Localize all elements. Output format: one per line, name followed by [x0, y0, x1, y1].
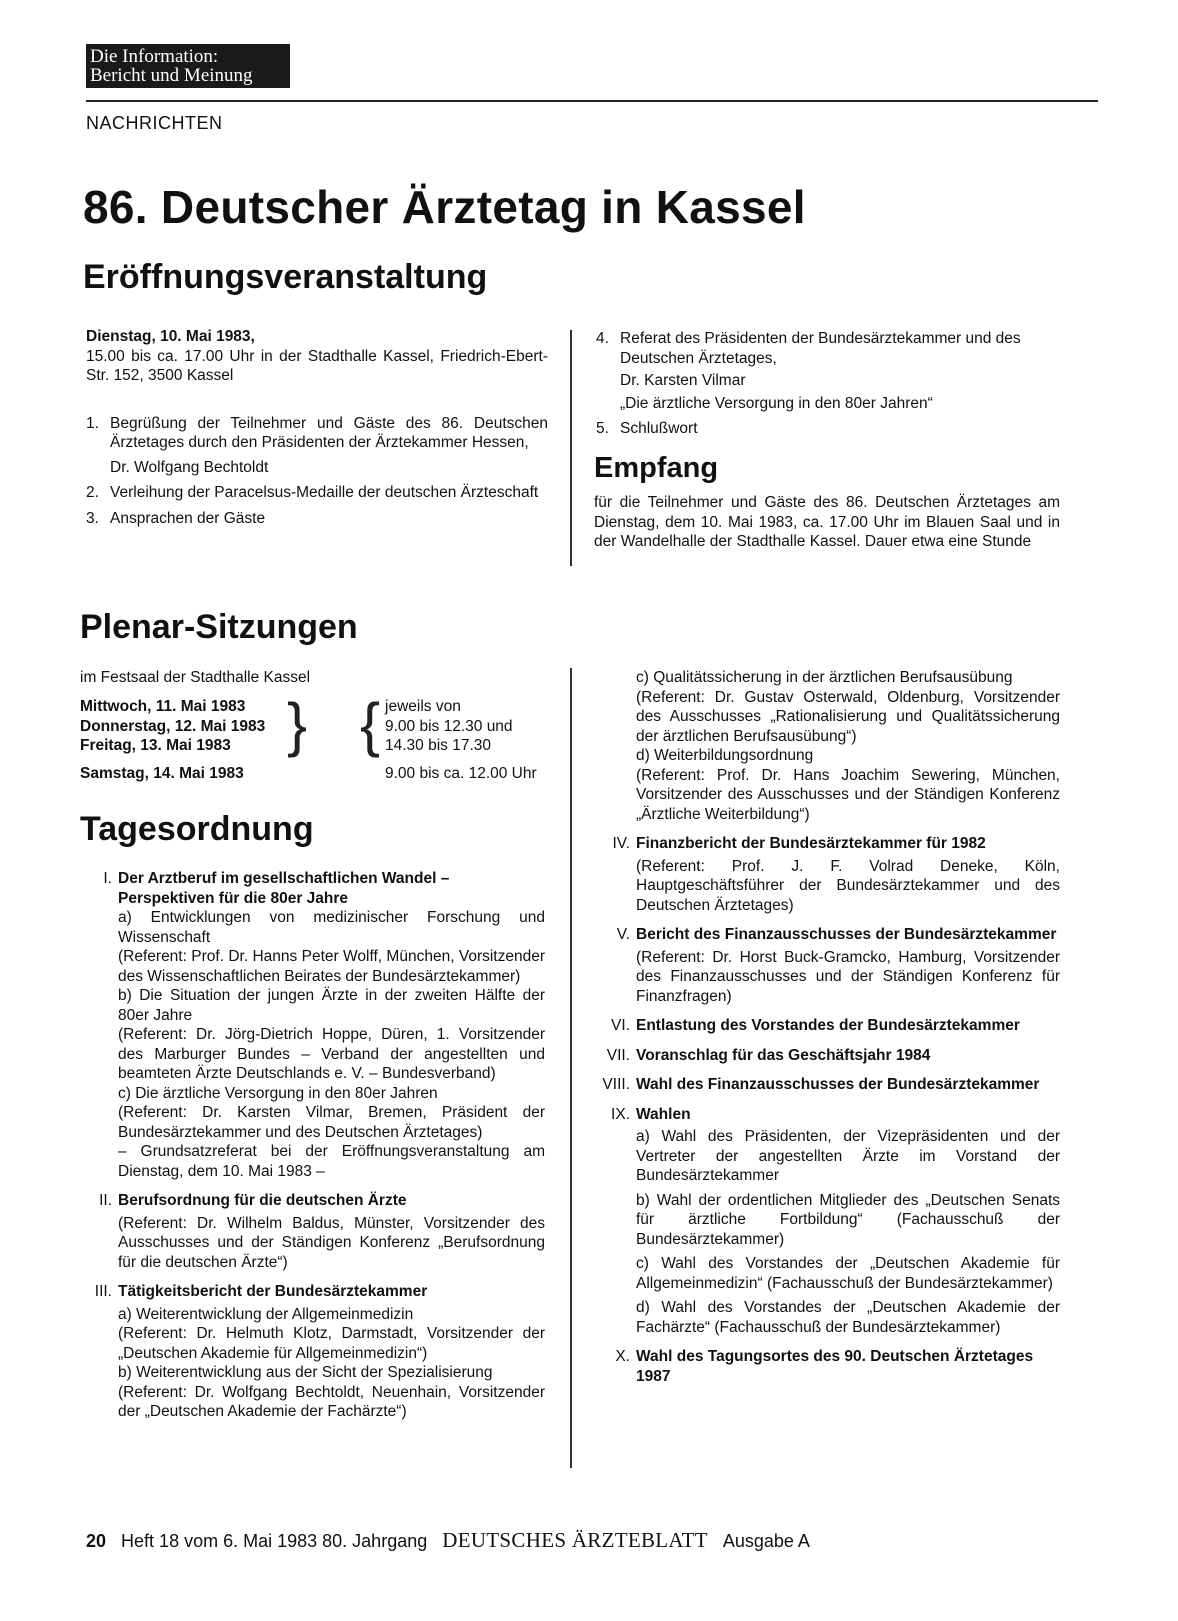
- agenda-IX-d: d) Wahl des Vorstandes der „Deutschen Akademie der Fachärzte“ (Fachausschuß der Bundesärztekammer): [636, 1299, 1060, 1336]
- plenary-saturday-time: 9.00 bis ca. 12.00 Uhr: [385, 765, 537, 782]
- opening-item-3-num: 3.: [86, 509, 99, 527]
- page-title: 86. Deutscher Ärztetag in Kassel: [83, 181, 806, 233]
- agenda-item-VI-title: Entlastung des Vorstandes der Bundesärztekammer: [636, 1017, 1020, 1034]
- agenda-item-VIII: [584, 1075, 1060, 1095]
- reception-heading: Empfang: [594, 452, 719, 484]
- agenda-item-VI: [584, 1016, 1060, 1036]
- agenda-item-IX: [584, 1105, 1060, 1125]
- column-divider-top: [570, 330, 572, 566]
- plenary-days: [80, 691, 310, 758]
- opening-item-5-num: 5.: [596, 420, 609, 437]
- agenda-I-c-note: – Grundsatzreferat bei der Eröffnungsveranstaltung am Dienstag, dem 10. Mai 1983 –: [118, 1143, 545, 1180]
- agenda-item-X-title: Wahl des Tagungsortes des 90. Deutschen Ärztetages 1987: [636, 1348, 1034, 1385]
- agenda-I-c: c) Die ärztliche Versorgung in den 80er Jahren: [118, 1084, 438, 1102]
- agenda-item-VII: [584, 1046, 1060, 1066]
- agenda-III-d-ref: (Referent: Prof. Dr. Hans Joachim Sewering, München, Vorsitzender des Ausschusses und der Ständigen Konferenz „Ärztliche Weiterbildung“): [636, 766, 1060, 823]
- opening-item-5-text: Schlußwort: [620, 420, 698, 437]
- opening-item-4: [596, 329, 1062, 413]
- agenda-heading: Tagesordnung: [80, 810, 314, 848]
- agenda-item-IV: [584, 834, 1060, 854]
- agenda-left-column: [66, 869, 545, 1422]
- plenary-time-1: jeweils von: [385, 698, 461, 715]
- agenda-III-a: a) Weiterentwicklung der Allgemeinmedizin: [118, 1305, 414, 1323]
- opening-item-2-num: 2.: [86, 484, 99, 501]
- plenary-time-2: 9.00 bis 12.30 und: [385, 717, 513, 735]
- agenda-I-b: b) Die Situation der jungen Ärzte in der zweiten Hälfte der 80er Jahre: [118, 987, 545, 1024]
- agenda-right-column: [584, 668, 1060, 1386]
- opening-item-3: [86, 509, 548, 529]
- agenda-IX-c: c) Wahl des Vorstandes der „Deutschen Akademie für Allgemeinmedizin“ (Fachausschuß der Bundesärztekammer): [636, 1255, 1060, 1292]
- opening-right-column: [596, 329, 1062, 439]
- agenda-item-V-title: Bericht des Finanzausschusses der Bundesärztekammer: [636, 926, 1057, 943]
- section-label: NACHRICHTEN: [86, 113, 223, 133]
- agenda-item-IV-num: IV.: [612, 835, 630, 852]
- plenary-block: [80, 668, 550, 688]
- agenda-item-II: [66, 1191, 545, 1211]
- plenary-saturday: Samstag, 14. Mai 1983: [80, 765, 244, 782]
- agenda-III-d: d) Weiterbildungsordnung: [636, 747, 814, 764]
- reception-text: für die Teilnehmer und Gäste des 86. Deutschen Ärztetages am Dienstag, dem 10. Mai 1983, ca. 17.00 Uhr im Blauen Saal und in der Wandelhalle der Stadthalle Kassel. Dauer etwa eine Stunde: [594, 494, 1060, 550]
- opening-date: Dienstag, 10. Mai 1983,: [86, 328, 255, 345]
- header-rule: [86, 100, 1098, 102]
- opening-item-3-text: Ansprachen der Gäste: [110, 509, 266, 527]
- masthead: [86, 44, 290, 88]
- column-divider-bottom: [570, 668, 572, 1468]
- agenda-III-b-ref: (Referent: Dr. Wolfgang Bechtoldt, Neuenhain, Vorsitzender der „Deutschen Akademie der Fachärzte“): [118, 1383, 545, 1420]
- opening-item-4-extra: Dr. Karsten Vilmar: [620, 372, 746, 389]
- agenda-I-b-ref: (Referent: Dr. Jörg-Dietrich Hoppe, Düren, 1. Vorsitzender des Marburger Bundes – Verband der angestellten und beamteten Ärzte Deutschlands e. V. – Bundesverband): [118, 1026, 545, 1082]
- opening-item-1-text: Begrüßung der Teilnehmer und Gäste des 86. Deutschen Ärztetages durch den Präsidenten der Ärztekammer Hessen,: [110, 414, 548, 451]
- agenda-item-III: [66, 1282, 545, 1302]
- opening-item-4-num: 4.: [596, 330, 609, 347]
- agenda-item-IX-num: IX.: [611, 1105, 630, 1123]
- opening-item-2: [86, 483, 548, 503]
- page-footer: [86, 1528, 810, 1553]
- agenda-IX-a: a) Wahl des Präsidenten, der Vizepräsidenten und der Vertreter der angestellten Ärzte im Vorstand der Bundesärztekammer: [636, 1128, 1060, 1184]
- agenda-item-V-num: V.: [616, 926, 630, 943]
- agenda-II-ref: (Referent: Dr. Wilhelm Baldus, Münster, Vorsitzender des Ausschusses und der Ständigen Konferenz „Berufsordnung für die deutschen Ärzte“): [118, 1214, 545, 1271]
- agenda-I-c-ref: (Referent: Dr. Karsten Vilmar, Bremen, Präsident der Bundesärztekammer und des Deutschen Ärztetages): [118, 1104, 545, 1141]
- agenda-item-IX-title: Wahlen: [636, 1105, 691, 1123]
- agenda-item-VII-num: VII.: [606, 1046, 630, 1064]
- opening-item-1-extra: Dr. Wolfgang Bechtoldt: [110, 458, 269, 476]
- agenda-item-IV-title: Finanzbericht der Bundesärztekammer für 1982: [636, 835, 986, 852]
- agenda-item-V: [584, 925, 1060, 945]
- masthead-line-2: Bericht und Meinung: [90, 65, 253, 86]
- agenda-III-b: b) Weiterentwicklung aus der Sicht der Spezialisierung: [118, 1364, 493, 1381]
- agenda-item-II-num: II.: [99, 1192, 112, 1209]
- agenda-III-a-ref: (Referent: Dr. Helmuth Klotz, Darmstadt, Vorsitzender der „Deutschen Akademie für Allgemeinmedizin“): [118, 1325, 545, 1362]
- issue-info: Heft 18 vom 6. Mai 1983 80. Jahrgang: [121, 1531, 428, 1551]
- opening-left-column: [86, 327, 548, 528]
- plenary-times: [385, 697, 555, 756]
- agenda-item-VI-num: VI.: [611, 1017, 630, 1034]
- agenda-item-VII-title: Voranschlag für das Geschäftsjahr 1984: [636, 1046, 931, 1064]
- agenda-item-III-title: Tätigkeitsbericht der Bundesärztekammer: [118, 1283, 428, 1300]
- agenda-IV-ref: (Referent: Prof. J. F. Volrad Deneke, Köln, Hauptgeschäftsführer der Bundesärztekammer und des Deutschen Ärztetages): [636, 857, 1060, 914]
- plenary-location: im Festsaal der Stadthalle Kassel: [80, 669, 311, 686]
- opening-item-1: [86, 414, 548, 478]
- agenda-item-I: [66, 869, 545, 908]
- edition: Ausgabe A: [722, 1531, 810, 1551]
- plenary-heading: Plenar-Sitzungen: [80, 608, 358, 646]
- agenda-item-I-num: I.: [103, 870, 112, 887]
- agenda-item-II-title: Berufsordnung für die deutschen Ärzte: [118, 1192, 407, 1209]
- plenary-day-1: Mittwoch, 11. Mai 1983: [80, 698, 246, 715]
- plenary-brace-right: }: [287, 691, 308, 758]
- opening-details: 15.00 bis ca. 17.00 Uhr in der Stadthalle Kassel, Friedrich-Ebert-Str. 152, 3500 Kassel: [86, 347, 548, 384]
- agenda-item-VIII-num: VIII.: [602, 1076, 630, 1093]
- agenda-V-ref: (Referent: Dr. Horst Buck-Gramcko, Hamburg, Vorsitzender des Finanzausschusses und der Ständigen Konferenz für Finanzfragen): [636, 948, 1060, 1005]
- opening-item-1-num: 1.: [86, 414, 99, 432]
- agenda-III-c-ref: (Referent: Dr. Gustav Osterwald, Oldenburg, Vorsitzender des Ausschusses „Rationalisierung und Qualitätssicherung der ärztlichen Berufsausübung“): [636, 688, 1060, 745]
- agenda-item-III-num: III.: [94, 1283, 112, 1300]
- journal-name: DEUTSCHES ÄRZTEBLATT: [442, 1528, 708, 1552]
- plenary-day-3: Freitag, 13. Mai 1983: [80, 737, 231, 754]
- agenda-IX-b: b) Wahl der ordentlichen Mitglieder des „Deutschen Senats für ärztliche Fortbildung“ (Fachausschuß der Bundesärztekammer): [636, 1191, 1060, 1248]
- plenary-time-3: 14.30 bis 17.30: [385, 737, 492, 754]
- agenda-I-a-ref: (Referent: Prof. Dr. Hanns Peter Wolff, München, Vorsitzender des Wissenschaftlichen Beirates der Bundesärztekammer): [118, 948, 545, 985]
- opening-item-5: [596, 419, 1062, 439]
- plenary-day-2: Donnerstag, 12. Mai 1983: [80, 717, 266, 735]
- masthead-line-1: Die Information:: [90, 46, 219, 67]
- opening-item-4-extra2: „Die ärztliche Versorgung in den 80er Jahren“: [620, 394, 933, 412]
- opening-item-4-text: Referat des Präsidenten der Bundesärztekammer und des Deutschen Ärztetages,: [620, 330, 1021, 367]
- plenary-brace-left: {: [360, 691, 381, 758]
- agenda-item-X: [584, 1347, 1060, 1386]
- agenda-III-c: c) Qualitätssicherung in der ärztlichen Berufsausübung: [636, 669, 1013, 686]
- agenda-item-X-num: X.: [615, 1348, 630, 1365]
- opening-item-2-text: Verleihung der Paracelsus-Medaille der deutschen Ärzteschaft: [110, 484, 539, 501]
- agenda-item-I-title: Der Arztberuf im gesellschaftlichen Wandel – Perspektiven für die 80er Jahre: [118, 870, 450, 907]
- opening-heading: Eröffnungsveranstaltung: [83, 258, 488, 296]
- agenda-I-a: a) Entwicklungen von medizinischer Forschung und Wissenschaft: [118, 909, 545, 946]
- page-number: 20: [86, 1531, 107, 1551]
- agenda-item-VIII-title: Wahl des Finanzausschusses der Bundesärztekammer: [636, 1076, 1040, 1093]
